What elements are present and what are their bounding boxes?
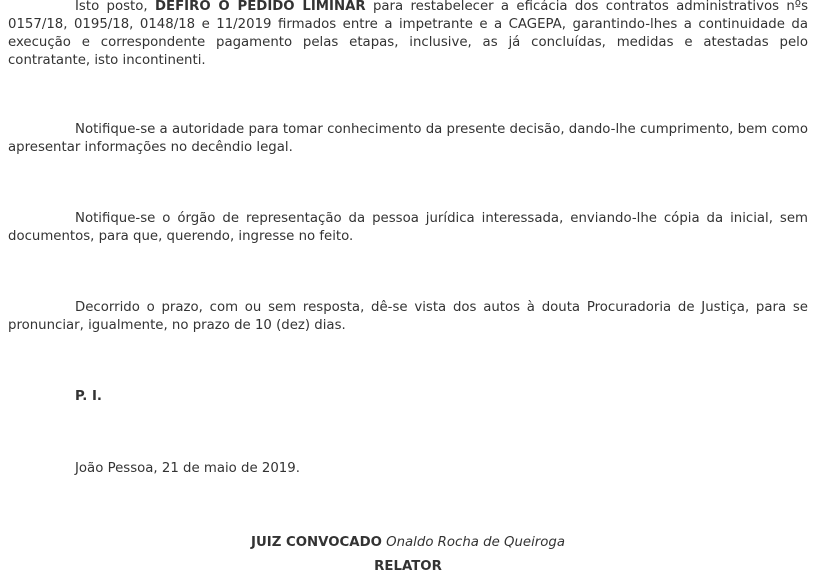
paragraph-deadline: Decorrido o prazo, com ou sem resposta, dê-se vista dos autos à douta Procuradoria de Justiça, para se pronunciar, igualmente, no prazo de 10 (dez) dias.: [8, 300, 808, 333]
signature-role: RELATOR: [374, 559, 442, 574]
paragraph-notify-authority: Notifique-se a autoridade para tomar conhecimento da presente decisão, dando-lhe cumprimento, bem como apresentar informações no decêndio legal.: [8, 122, 808, 155]
signature-name: Onaldo Rocha de Queiroga: [386, 535, 565, 550]
paragraph-decision-intro: Isto posto,: [75, 0, 155, 14]
publish-intimate-note: P. I.: [75, 389, 102, 404]
paragraph-decision-rest: para restabelecer a eficácia dos contratos administrativos nºs 0157/18, 0195/18, 0148/18 e 11/2019 firmados entre a impetrante e a CAGEPA, garantindo-lhes a continuidade da execução e correspondente pagamento pelas etapas, inclusive, as já concluídas, medidas e atestadas pelo contratante, isto incontinenti.: [8, 0, 808, 68]
signature-title: JUIZ CONVOCADO: [251, 535, 382, 550]
signature-line: [8, 534, 808, 552]
paragraph-decision: [8, 0, 808, 70]
place-date: João Pessoa, 21 de maio de 2019.: [75, 461, 300, 476]
paragraph-notify-representation: Notifique-se o órgão de representação da pessoa jurídica interessada, enviando-lhe cópia da inicial, sem documentos, para que, querendo, ingresse no feito.: [8, 211, 808, 244]
decision-highlight: DEFIRO O PEDIDO LIMINAR: [154, 0, 366, 14]
